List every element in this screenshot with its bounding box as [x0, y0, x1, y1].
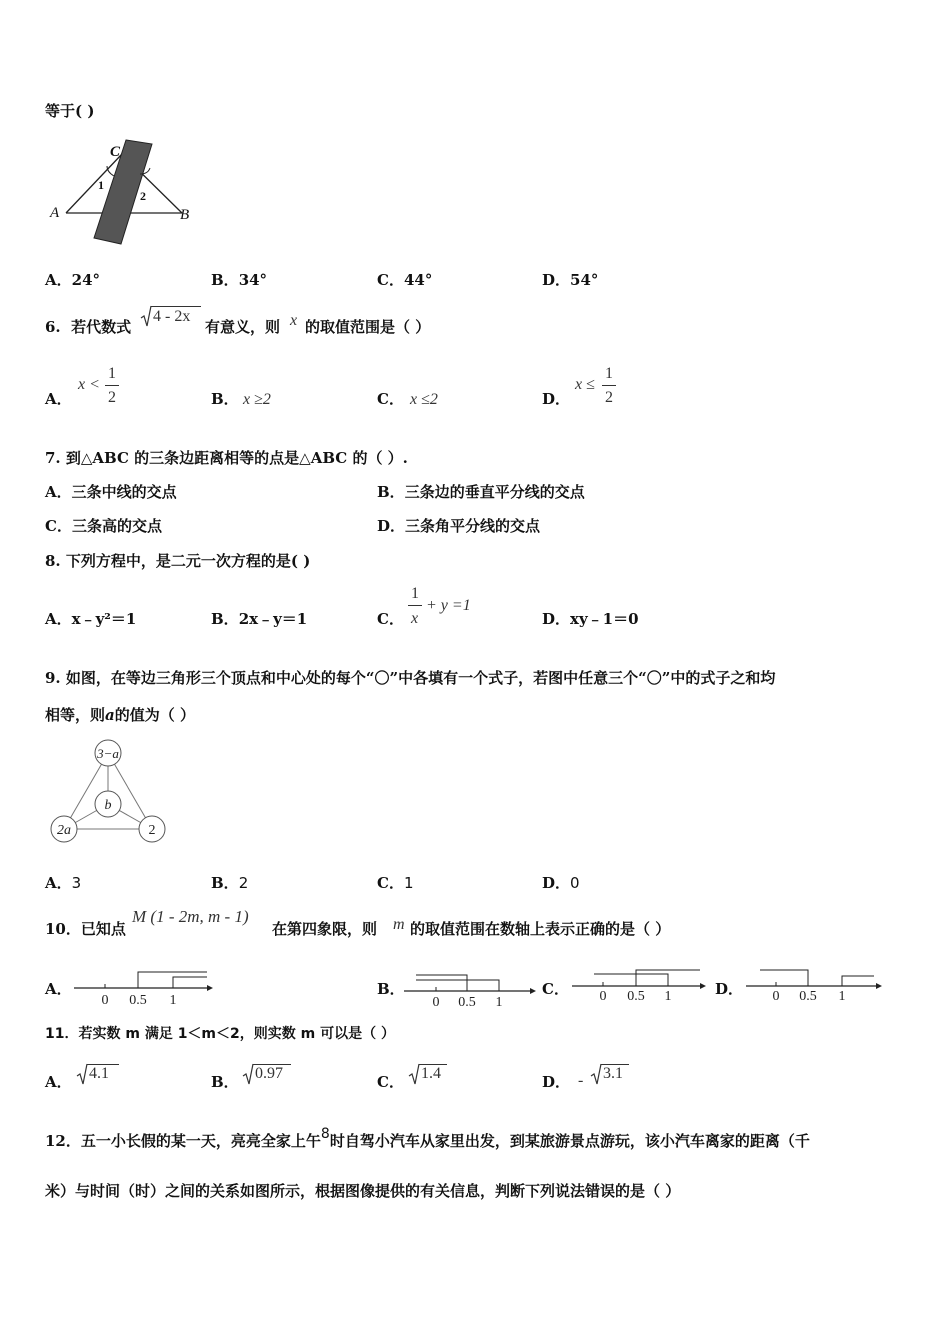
q6-stem-post: 的取值范围是（ ）: [305, 318, 431, 336]
q5-stem-tail: 等于( ): [45, 102, 95, 120]
q6-option-d-num: 1: [605, 365, 613, 382]
q10-option-b-letter[interactable]: B．: [377, 980, 405, 998]
q5-figure: [44, 136, 204, 248]
svg-text:0: 0: [772, 989, 780, 1004]
q8-option-c-den: x: [411, 610, 419, 627]
q7-option-b[interactable]: B．三条边的垂直平分线的交点: [377, 483, 585, 501]
q10-point: M (1 - 2m, m - 1): [132, 907, 249, 926]
q12-line1: 12．五一小长假的某一天，亮亮全家上午8时自驾小汽车从家里出发，到某旅游景点游玩，该小汽车离家的距离（千: [45, 1126, 810, 1150]
q6-option-b-text: x ≥2: [243, 391, 271, 408]
q8-option-c-letter[interactable]: C．: [377, 610, 404, 628]
svg-text:0.5: 0.5: [799, 989, 817, 1004]
label-a: A: [50, 205, 60, 221]
q8-stem: 8. 下列方程中，是二元一次方程的是( ): [45, 552, 311, 570]
q8-option-c-rest: + y =1: [426, 597, 471, 614]
angle-1: 1: [98, 178, 104, 192]
q10-option-a-numberline: [74, 966, 214, 1010]
q9-figure: [44, 736, 174, 846]
q11-option-c-radicand: 1.4: [421, 1065, 441, 1082]
q11-option-d-radical: [590, 1062, 602, 1086]
svg-text:1: 1: [838, 989, 846, 1004]
q11-option-d-letter[interactable]: D．: [542, 1073, 571, 1091]
q6-var: x: [290, 312, 298, 329]
svg-text:0: 0: [599, 989, 607, 1004]
q10-stem-pre: 10．已知点: [45, 920, 126, 938]
q11-option-a-radicand: 4.1: [89, 1065, 109, 1082]
svg-text:0: 0: [101, 993, 109, 1008]
svg-text:1: 1: [169, 993, 177, 1008]
q8-option-a[interactable]: A．x﹣y²＝1: [45, 610, 137, 628]
q6-option-d-bar: [602, 385, 616, 386]
q6-option-a-num: 1: [108, 365, 116, 382]
q11-stem: 11．若实数 m 满足 1＜m＜2，则实数 m 可以是（ ）: [45, 1026, 395, 1042]
label-b: B: [180, 207, 190, 223]
q5-option-d[interactable]: D．54°: [542, 271, 599, 289]
q9-stem-line1: 9. 如图，在等边三角形三个顶点和中心处的每个“〇”中各填有一个式子，若图中任意三个“〇”中的式子之和均: [45, 669, 776, 687]
svg-text:0.5: 0.5: [129, 993, 147, 1008]
svg-text:0.5: 0.5: [627, 989, 645, 1004]
q6-option-a-bar: [105, 385, 119, 386]
q8-option-b[interactable]: B．2x﹣y＝1: [211, 610, 308, 628]
q6-radical-bar: [151, 306, 201, 307]
q6-option-c-text: x ≤2: [410, 391, 438, 408]
q10-option-d-numberline: [746, 962, 884, 1006]
q10-option-c-numberline: [572, 962, 708, 1006]
q6-option-d-letter[interactable]: D．: [542, 390, 571, 408]
q9-option-d[interactable]: D．0: [542, 874, 580, 892]
q10-stem-post: 的取值范围在数轴上表示正确的是（ ）: [410, 920, 671, 938]
q7-option-c[interactable]: C．三条高的交点: [45, 517, 162, 535]
q6-option-b-letter[interactable]: B．: [211, 390, 239, 408]
q7-option-a[interactable]: A．三条中线的交点: [45, 483, 177, 501]
svg-text:0.5: 0.5: [458, 995, 476, 1010]
q6-radical-sign: [140, 304, 152, 328]
q6-option-a-lhs: x <: [78, 376, 100, 393]
q12-hour: 8: [320, 1126, 330, 1142]
node-right: 2: [148, 823, 156, 838]
q10-option-b-numberline: [404, 966, 538, 1010]
q6-stem-pre: 6. 若代数式: [45, 318, 132, 336]
q11-option-d-radicand: 3.1: [603, 1065, 623, 1082]
q11-option-c-radical: [408, 1062, 420, 1086]
q8-option-c-bar: [408, 605, 422, 606]
q10-option-d-letter[interactable]: D．: [715, 980, 744, 998]
q11-option-a-radical: [76, 1062, 88, 1086]
node-center: b: [104, 798, 112, 813]
q8-option-d[interactable]: D．xy﹣1＝0: [542, 610, 639, 628]
q7-stem: 7. 到△ABC 的三条边距离相等的点是△ABC 的（ ）.: [45, 449, 408, 467]
node-top: 3−a: [97, 746, 119, 761]
q10-option-c-letter[interactable]: C．: [542, 980, 569, 998]
q6-option-a-letter[interactable]: A．: [45, 390, 72, 408]
q8-option-c-num: 1: [411, 585, 419, 602]
q6-stem-mid: 有意义，则: [205, 318, 281, 336]
svg-text:1: 1: [495, 995, 503, 1010]
q6-option-d-den: 2: [605, 389, 613, 406]
q11-option-d-sign: -: [578, 1072, 584, 1089]
q10-var: m: [393, 916, 405, 933]
q12-line2: 米）与时间（时）之间的关系如图所示，根据图像提供的有关信息，判断下列说法错误的是（ ）: [45, 1182, 681, 1200]
q9-option-c[interactable]: C．1: [377, 874, 414, 892]
q9-option-a[interactable]: A．3: [45, 874, 82, 892]
q10-option-a-letter[interactable]: A．: [45, 980, 72, 998]
svg-text:1: 1: [664, 989, 672, 1004]
q11-option-b-letter[interactable]: B．: [211, 1073, 239, 1091]
q11-option-b-radicand: 0.97: [255, 1065, 283, 1082]
q6-option-a-den: 2: [108, 389, 116, 406]
q7-option-d[interactable]: D．三条角平分线的交点: [377, 517, 541, 535]
q6-option-c-letter[interactable]: C．: [377, 390, 404, 408]
q6-option-d-lhs: x ≤: [575, 376, 595, 393]
angle-2: 2: [140, 189, 146, 203]
q9-stem-line2: 相等，则a的值为（ ）: [45, 706, 195, 724]
q9-option-b[interactable]: B．2: [211, 874, 249, 892]
q5-option-b[interactable]: B．34°: [211, 271, 268, 289]
q5-option-a[interactable]: A．24°: [45, 271, 101, 289]
q10-stem-mid: 在第四象限，则: [272, 920, 378, 938]
q11-option-b-radical: [242, 1062, 254, 1086]
svg-text:0: 0: [432, 995, 440, 1010]
q6-radicand: 4 - 2x: [153, 308, 191, 325]
q5-option-c[interactable]: C．44°: [377, 271, 433, 289]
q11-option-a-letter[interactable]: A．: [45, 1073, 72, 1091]
label-c: C: [110, 144, 121, 160]
q11-option-c-letter[interactable]: C．: [377, 1073, 404, 1091]
node-left: 2a: [57, 823, 71, 838]
